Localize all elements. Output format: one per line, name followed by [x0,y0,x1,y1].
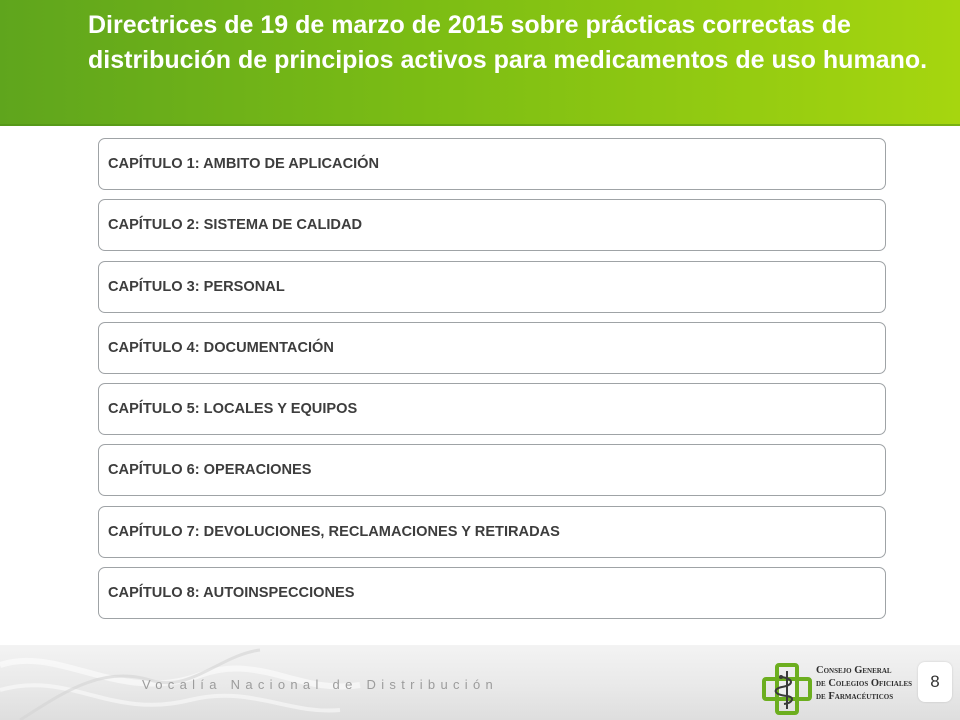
chapter-item-8[interactable] [98,567,886,619]
chapter-list [98,138,886,628]
logo-line-2: de Colegios Oficiales [816,678,913,689]
chapter-item-6[interactable] [98,444,886,496]
chapter-label: CAPÍTULO 3: PERSONAL [108,278,285,295]
page-number: 8 [930,672,940,691]
chapter-item-3[interactable] [98,261,886,313]
slide-title: Directrices de 19 de marzo de 2015 sobre prácticas correctas de distribución de principios activos para medicamentos de uso humano. [88,11,928,74]
chapter-item-2[interactable] [98,199,886,251]
pharmacy-cross-logo-icon [762,663,812,715]
chapter-item-7[interactable] [98,506,886,558]
chapter-item-1[interactable] [98,138,886,190]
logo-text [816,664,912,703]
footer [0,645,960,720]
chapter-label: CAPÍTULO 2: SISTEMA DE CALIDAD [108,217,363,234]
chapter-label: CAPÍTULO 1: AMBITO DE APLICACIÓN [108,156,380,172]
chapter-item-4[interactable] [98,322,886,374]
chapter-label: CAPÍTULO 7: DEVOLUCIONES, RECLAMACIONES Y RETIRADAS [108,523,560,540]
title-bar [0,0,960,126]
page-number-badge [918,662,952,702]
logo-line-1: Consejo General [816,665,892,676]
chapter-label: CAPÍTULO 6: OPERACIONES [108,462,312,479]
chapter-label: CAPÍTULO 8: AUTOINSPECCIONES [108,585,355,602]
chapter-label: CAPÍTULO 4: DOCUMENTACIÓN [108,339,334,356]
logo-line-3: de Farmacéuticos [816,691,894,702]
chapter-item-5[interactable] [98,383,886,435]
footer-section-text: Vocalía Nacional de Distribución [142,677,499,692]
chapter-label: CAPÍTULO 5: LOCALES Y EQUIPOS [108,401,358,418]
